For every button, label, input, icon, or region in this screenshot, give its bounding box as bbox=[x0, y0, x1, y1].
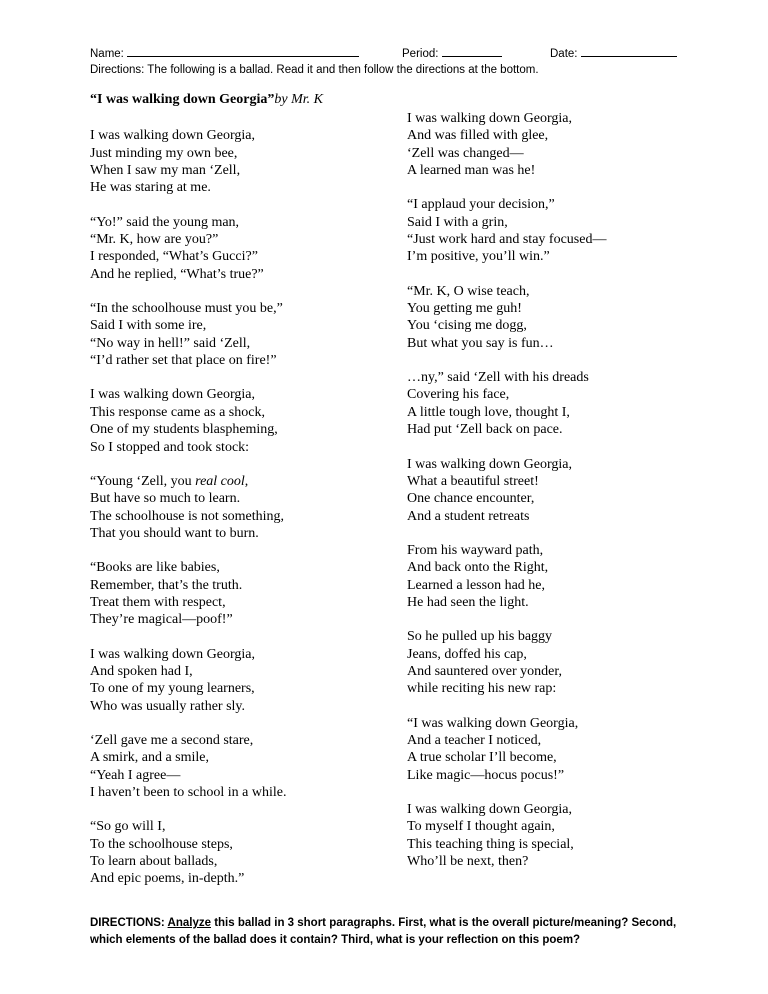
poem-line: I’m positive, you’ll win.” bbox=[407, 249, 550, 265]
stanza bbox=[407, 801, 707, 870]
poem-line: ‘Zell gave me a second stare, bbox=[90, 732, 254, 748]
poem-line: They’re magical—poof!” bbox=[90, 612, 233, 628]
stanza bbox=[90, 732, 390, 801]
poem-line: You ‘cising me dogg, bbox=[407, 318, 527, 334]
poem-line: Treat them with respect, bbox=[90, 594, 226, 610]
poem-line: You getting me guh! bbox=[407, 301, 522, 317]
poem-line: …ny,” said ‘Zell with his dreads bbox=[407, 370, 589, 386]
poem-line: Had put ‘Zell back on pace. bbox=[407, 422, 563, 438]
poem-line: He had seen the light. bbox=[407, 594, 529, 610]
directions-top: Directions: The following is a ballad. Read it and then follow the directions at the bottom. bbox=[90, 64, 539, 76]
poem-line: From his wayward path, bbox=[407, 542, 544, 558]
poem-line: One of my students blaspheming, bbox=[90, 422, 278, 438]
stanza bbox=[407, 456, 707, 525]
poem-line: “I applaud your decision,” bbox=[407, 197, 555, 213]
date-blank[interactable] bbox=[581, 44, 677, 57]
poem-column-left bbox=[90, 110, 390, 905]
emphasis-text: real cool bbox=[195, 473, 245, 489]
directions-bottom-prefix: DIRECTIONS: bbox=[90, 917, 168, 929]
poem-title-main: “I was walking down Georgia” bbox=[90, 92, 275, 107]
poem-line: So I stopped and took stock: bbox=[90, 439, 250, 455]
poem-line: I was walking down Georgia, bbox=[407, 456, 572, 472]
poem-line: And spoken had I, bbox=[90, 663, 193, 679]
header-row bbox=[90, 44, 690, 62]
poem-title bbox=[90, 92, 323, 108]
poem-line: A true scholar I’ll become, bbox=[407, 750, 557, 766]
poem-column-right bbox=[407, 110, 707, 887]
stanza bbox=[407, 369, 707, 438]
stanza bbox=[407, 628, 707, 697]
stanza bbox=[407, 542, 707, 611]
poem-line: And a student retreats bbox=[407, 508, 530, 524]
poem-line: I was walking down Georgia, bbox=[407, 802, 572, 817]
poem-line: But what you say is fun… bbox=[407, 335, 554, 351]
poem-line: And a teacher I noticed, bbox=[407, 732, 542, 748]
poem-line: A little tough love, thought I, bbox=[407, 404, 570, 420]
poem-line: Jeans, doffed his cap, bbox=[407, 646, 527, 662]
name-blank[interactable] bbox=[127, 44, 359, 57]
poem-line: “So go will I, bbox=[90, 819, 166, 835]
poem-line: “Just work hard and stay focused— bbox=[407, 232, 607, 248]
poem-line: What a beautiful street! bbox=[407, 473, 539, 489]
poem-line: Learned a lesson had he, bbox=[407, 577, 545, 593]
poem-line: To one of my young learners, bbox=[90, 681, 255, 697]
poem-line: And back onto the Right, bbox=[407, 560, 549, 576]
stanza bbox=[407, 110, 707, 179]
period-label: Period: bbox=[402, 48, 442, 60]
poem-line: “Yeah I agree— bbox=[90, 767, 181, 783]
poem-line: I was walking down Georgia, bbox=[407, 111, 572, 126]
poem-line: This teaching thing is special, bbox=[407, 836, 574, 852]
stanza bbox=[407, 283, 707, 352]
period-blank[interactable] bbox=[442, 44, 502, 57]
poem-line: And epic poems, in-depth.” bbox=[90, 871, 245, 887]
stanza bbox=[90, 646, 390, 715]
poem-line: This response came as a shock, bbox=[90, 404, 265, 420]
poem-line: That you should want to burn. bbox=[90, 525, 259, 541]
poem-line: To learn about ballads, bbox=[90, 854, 218, 870]
stanza bbox=[90, 386, 390, 455]
poem-line: Covering his face, bbox=[407, 387, 510, 403]
poem-line: He was staring at me. bbox=[90, 180, 211, 196]
poem-line: I responded, “What’s Gucci?” bbox=[90, 249, 258, 265]
poem-line: And sauntered over yonder, bbox=[407, 663, 562, 679]
poem-line: “Books are like babies, bbox=[90, 560, 220, 576]
poem-line: Who’ll be next, then? bbox=[407, 854, 529, 870]
poem-line: The schoolhouse is not something, bbox=[90, 508, 285, 524]
poem-line: “I’d rather set that place on fire!” bbox=[90, 353, 277, 369]
name-field[interactable] bbox=[90, 44, 359, 60]
stanza bbox=[90, 214, 390, 283]
poem-line: A learned man was he! bbox=[407, 163, 536, 179]
poem-line: Like magic—hocus pocus!” bbox=[407, 767, 565, 783]
directions-bottom-keyword: Analyze bbox=[167, 917, 211, 929]
poem-line: I was walking down Georgia, bbox=[90, 128, 255, 144]
poem-line: Said I with a grin, bbox=[407, 214, 508, 230]
stanza bbox=[90, 473, 390, 542]
poem-line: I haven’t been to school in a while. bbox=[90, 785, 287, 800]
poem-line: ‘Zell was changed— bbox=[407, 145, 524, 161]
poem-line: “Young ‘Zell, you real cool, bbox=[90, 473, 249, 489]
poem-line: So he pulled up his baggy bbox=[407, 629, 553, 645]
poem-line: “Mr. K, how are you?” bbox=[90, 232, 219, 248]
name-label: Name: bbox=[90, 48, 128, 60]
stanza bbox=[90, 300, 390, 369]
poem-line: A smirk, and a smile, bbox=[90, 750, 209, 766]
poem-line: And was filled with glee, bbox=[407, 128, 549, 144]
poem-line: “Mr. K, O wise teach, bbox=[407, 283, 530, 299]
poem-line: Remember, that’s the truth. bbox=[90, 577, 243, 593]
directions-bottom-text: this ballad in 3 short paragraphs. First, what is the overall picture/meaning? Second, which elements of the ballad does it contain? Third, what is your reflection on this poem? bbox=[90, 917, 677, 946]
date-field[interactable] bbox=[550, 44, 677, 60]
poem-line: while reciting his new rap: bbox=[407, 681, 557, 697]
stanza bbox=[407, 715, 707, 784]
poem-line: “No way in hell!” said ‘Zell, bbox=[90, 335, 251, 351]
directions-bottom bbox=[90, 915, 690, 949]
stanza bbox=[407, 196, 707, 265]
poem-line: “Yo!” said the young man, bbox=[90, 214, 240, 230]
poem-line: Who was usually rather sly. bbox=[90, 698, 245, 714]
period-field[interactable] bbox=[402, 44, 502, 60]
poem-line: To myself I thought again, bbox=[407, 819, 555, 835]
poem-line: Said I with some ire, bbox=[90, 318, 207, 334]
stanza bbox=[90, 559, 390, 628]
date-label: Date: bbox=[550, 48, 581, 60]
poem-line: “I was walking down Georgia, bbox=[407, 715, 579, 731]
stanza bbox=[90, 127, 390, 196]
poem-line: “In the schoolhouse must you be,” bbox=[90, 301, 283, 317]
poem-line: When I saw my man ‘Zell, bbox=[90, 163, 241, 179]
poem-line: I was walking down Georgia, bbox=[90, 387, 255, 403]
poem-line: One chance encounter, bbox=[407, 491, 535, 507]
poem-byline: by Mr. K bbox=[274, 92, 323, 107]
poem-line: But have so much to learn. bbox=[90, 491, 241, 507]
poem-line: To the schoolhouse steps, bbox=[90, 836, 233, 852]
poem-line: And he replied, “What’s true?” bbox=[90, 266, 264, 282]
stanza bbox=[90, 818, 390, 887]
poem-line: I was walking down Georgia, bbox=[90, 646, 255, 662]
poem-line: Just minding my own bee, bbox=[90, 145, 238, 161]
